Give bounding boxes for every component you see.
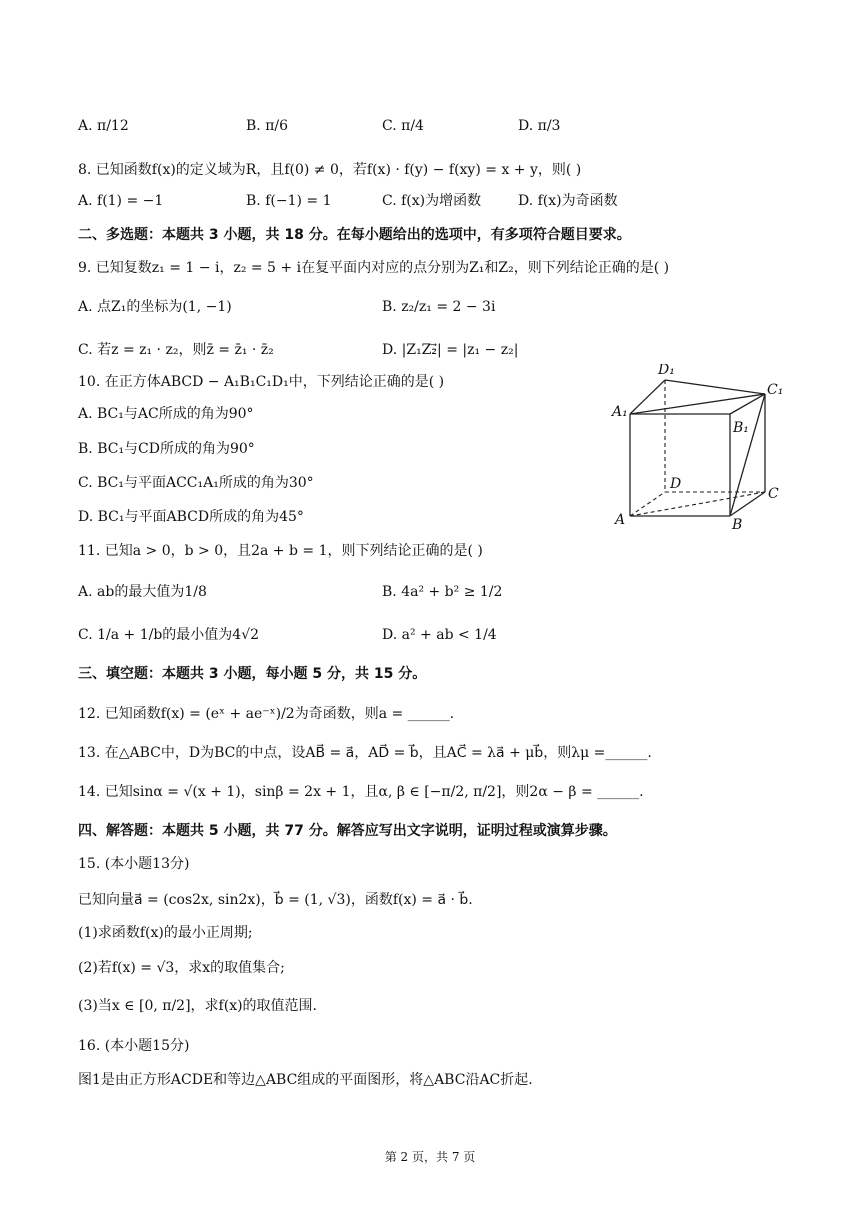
q11-option-b: B. 4a² + b² ≥ 1/2 xyxy=(382,584,503,600)
label-c1: C₁ xyxy=(767,382,784,398)
q9-option-c: C. 若z = z₁ · z₂，则z̄ = z̄₁ · z̄₂ xyxy=(78,342,274,358)
section2-heading: 二、多选题：本题共 3 小题，共 18 分。在每小题给出的选项中，有多项符合题目要求。 xyxy=(78,227,631,243)
q7-option-d: D. π/3 xyxy=(518,118,561,134)
label-b1: B₁ xyxy=(733,420,749,436)
q15-stem: 已知向量a⃗ = (cos2x, sin2x)，b⃗ = (1, √3)，函数f(x) = a⃗ · b⃗. xyxy=(78,892,473,908)
q9-option-b: B. z₂/z₁ = 2 − 3i xyxy=(382,299,496,315)
q11-option-c: C. 1/a + 1/b的最小值为4√2 xyxy=(78,627,260,643)
q13: 13. 在△ABC中，D为BC的中点，设AB⃗ = a⃗，AD⃗ = b⃗，且AC⃗ = λa⃗ + μb⃗，则λμ =______. xyxy=(78,745,652,761)
q8-stem: 8. 已知函数f(x)的定义域为R，且f(0) ≠ 0，若f(x) · f(y) − f(xy) = x + y，则( ) xyxy=(78,162,582,178)
q15-part-2: (2)若f(x) = √3，求x的取值集合; xyxy=(78,960,285,976)
q15-header: 15. (本小题13分) xyxy=(78,856,190,872)
edge-d1-c1 xyxy=(665,380,765,394)
diag-a1-c1 xyxy=(630,394,765,414)
label-d: D xyxy=(670,476,682,492)
q10-option-c: C. BC₁与平面ACC₁A₁所成的角为30° xyxy=(78,475,314,491)
q8-option-b: B. f(−1) = 1 xyxy=(246,193,332,209)
q10-option-a: A. BC₁与AC所成的角为90° xyxy=(78,406,254,422)
q7-option-a: A. π/12 xyxy=(78,118,129,134)
q12: 12. 已知函数f(x) = (eˣ + ae⁻ˣ)/2为奇函数，则a = ______. xyxy=(78,706,455,722)
q16-header: 16. (本小题15分) xyxy=(78,1038,190,1054)
q8-option-a: A. f(1) = −1 xyxy=(78,193,164,209)
q15-part-3: (3)当x ∈ [0, π/2]，求f(x)的取值范围. xyxy=(78,998,317,1014)
section4-heading: 四、解答题：本题共 5 小题，共 77 分。解答应写出文字说明，证明过程或演算步骤。 xyxy=(78,823,617,839)
q15-part-1: (1)求函数f(x)的最小正周期; xyxy=(78,925,253,941)
q11-stem: 11. 已知a > 0，b > 0，且2a + b = 1，则下列结论正确的是( ) xyxy=(78,543,483,559)
q16-stem: 图1是由正方形ACDE和等边△ABC组成的平面图形，将△ABC沿AC折起. xyxy=(78,1072,533,1088)
q10-stem: 10. 在正方体ABCD − A₁B₁C₁D₁中，下列结论正确的是( ) xyxy=(78,374,445,390)
diag-a-c-hidden xyxy=(630,492,765,516)
section3-heading: 三、填空题：本题共 3 小题，每小题 5 分，共 15 分。 xyxy=(78,666,427,682)
q14: 14. 已知sinα = √(x + 1)，sinβ = 2x + 1，且α, β ∈ [−π/2, π/2]，则2α − β = ______. xyxy=(78,784,644,800)
q7-option-b: B. π/6 xyxy=(246,118,289,134)
label-b: B xyxy=(732,517,743,533)
q9-option-d: D. |Z₁Z₂⃗| = |z₁ − z₂| xyxy=(382,342,519,358)
page-footer: 第 2 页，共 7 页 xyxy=(384,1150,476,1164)
q10-option-d: D. BC₁与平面ABCD所成的角为45° xyxy=(78,509,304,525)
q10-option-b: B. BC₁与CD所成的角为90° xyxy=(78,441,255,457)
label-d1: D₁ xyxy=(658,364,675,378)
q9-option-a: A. 点Z₁的坐标为(1, −1) xyxy=(78,299,232,315)
q8-option-c: C. f(x)为增函数 xyxy=(382,193,482,209)
q11-option-a: A. ab的最大值为1/8 xyxy=(78,584,207,600)
q9-stem: 9. 已知复数z₁ = 1 − i，z₂ = 5 + i在复平面内对应的点分别为Z₁和Z₂，则下列结论正确的是( ) xyxy=(78,260,670,276)
q11-option-d: D. a² + ab < 1/4 xyxy=(382,627,497,643)
cube-figure xyxy=(600,364,790,534)
label-c: C xyxy=(768,486,779,502)
q7-option-c: C. π/4 xyxy=(382,118,424,134)
edge-a1-d1 xyxy=(630,380,665,414)
label-a: A xyxy=(615,512,626,528)
label-a1: A₁ xyxy=(612,404,628,420)
q8-option-d: D. f(x)为奇函数 xyxy=(518,193,618,209)
